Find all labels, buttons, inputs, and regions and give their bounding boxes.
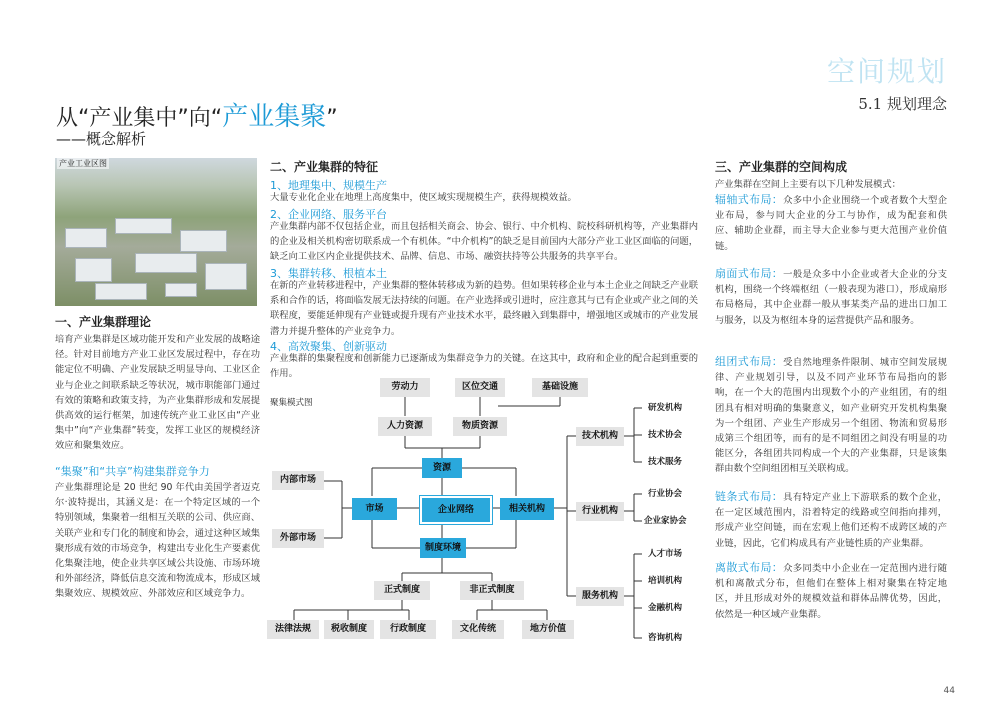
node-culture: 文化传统	[452, 620, 504, 639]
node-resource: 资源	[422, 458, 462, 478]
feature1-text: 大量专业化企业在地理上高度集中，使区域实现规模生产，获得规模效益。	[270, 192, 577, 203]
title-suffix: ”	[326, 106, 338, 131]
service-item: 人才市场	[648, 549, 683, 559]
section-title: 5.1 规划理念	[858, 95, 947, 113]
node-outer-market: 外部市场	[272, 529, 324, 548]
service-item: 金融机构	[648, 603, 683, 613]
mode-text: 众多同类中小企业在一定范围内进行随机和离散式分布，但他们在整体上相对聚集在特定地区，并且形成对外的规模效益和群体品牌优势，因此，依然是一种区域产业集群。	[715, 563, 947, 620]
service-item: 培训机构	[648, 576, 683, 586]
industrial-park-photo	[55, 158, 257, 306]
col1-para2: 产业集群理论是 20 世纪 90 年代由美国学者迈克尔·波特提出，其涵义是：在一个特定区域的一个特别领域，集聚着一组相互关联的公司、供应商、关联产业和专门化的制度和协会，通过这种区域集聚形成有效的市场竞争，构建出专业化生产要素优化集聚洼地，使企业共享区域公共设施、市场环境和外部经济，降低信息交流和物流成本，形成区域集聚效应、规模效应、外部效应和区域竞争力。	[55, 482, 260, 600]
node-market: 市场	[352, 498, 397, 520]
chapter-title: 空间规划	[826, 55, 947, 88]
col2-heading: 二、产业集群的特征	[270, 160, 379, 174]
mode-scattered	[715, 560, 947, 622]
mode-text: 众多中小企业围绕一个或者数个大型企业布局，参与同大企业的分工与协作，成为配套和供应、辅助企业群，而主导大企业参与更大范围产业价值链。	[715, 195, 947, 252]
col1-heading: 一、产业集群理论	[55, 315, 152, 329]
industry-item: 企业家协会	[644, 516, 687, 526]
col3-heading: 三、产业集群的空间构成	[715, 160, 848, 174]
mode-term: 离散式布局：	[715, 561, 784, 574]
page-subtitle: ——概念解析	[56, 130, 147, 148]
node-local-value: 地方价值	[522, 620, 574, 639]
node-law: 法律法规	[267, 620, 319, 639]
feature3-text: 在新的产业转移进程中，产业集群的整体转移成为新的趋势。但如果转移企业与本土企业之间缺乏产业联系和合作的话，将面临发展无法持续的问题。在产业选择或引进时，应注意其与已有企业或产业之间的关联程度，要能延伸现有产业链或提升现有产业技术水平，最终融入到集群中，增强地区或城市的产业发展潜力并提升整体的产业竞争力。	[270, 280, 698, 337]
tech-item: 研发机构	[648, 403, 683, 413]
feature2-title: 2、企业网络、服务平台	[270, 208, 387, 221]
diagram-label: 聚集模式图	[270, 398, 313, 408]
mode-text: 一般是众多中小企业或者大企业的分支机构，围绕一个终端枢纽（一般表现为港口），形成扇形布局格局，其中企业群一般从事某类产品的进出口加工与服务，以及为枢纽本身的运营提供产品和服务。	[715, 269, 947, 326]
feature4-text: 产业集群的集聚程度和创新能力已逐渐成为集群竞争力的关键。在这其中，政府和企业的配合起到重要的作用。	[270, 353, 698, 380]
node-inner-market: 内部市场	[272, 471, 324, 490]
node-infrastructure: 基础设施	[532, 378, 588, 397]
node-informal-institution: 非正式制度	[460, 581, 524, 600]
node-admin: 行政制度	[380, 620, 436, 639]
node-material-resource: 物质资源	[453, 417, 507, 436]
mode-term: 组团式布局：	[715, 355, 784, 368]
feature1-title: 1、地理集中、规模生产	[270, 179, 387, 192]
node-institutional-env: 制度环境	[420, 538, 466, 558]
mode-group	[715, 354, 947, 477]
node-tax: 税收制度	[324, 620, 374, 639]
industry-item: 行业协会	[648, 489, 683, 499]
node-industry-institution: 行业机构	[576, 502, 624, 521]
service-item: 咨询机构	[648, 633, 683, 643]
mode-term: 链条式布局：	[715, 490, 784, 503]
node-tech-institution: 技术机构	[576, 427, 624, 446]
col1-subheading: “集聚”和“共享”构建集群竞争力	[55, 465, 210, 478]
page-number: 44	[943, 686, 955, 696]
mode-text: 受自然地理条件限制、城市空间发展规律、产业规划引导，以及不同产业环节布局指向的影响，在一个大的范围内出现数个小的产业组团，有的组团具有相对明确的集聚意义，如产业研究开发机构集聚为一个组团、产业生产形成另一个组团、物流和贸易形成第三个组团等，而有的是不同组团之间没有明显的功能区分，各组团共同构成一个大的产业集群，只是该集群由数个空间组团相互关联构成。	[715, 357, 947, 475]
feature4-title: 4、高效聚集、创新驱动	[270, 340, 387, 353]
feature3-title: 3、集群转移、根植本土	[270, 267, 387, 280]
mode-term: 辐轴式布局：	[715, 193, 784, 206]
node-labor: 劳动力	[380, 378, 430, 397]
node-related-institutions: 相关机构	[500, 498, 554, 520]
mode-chain	[715, 489, 947, 551]
node-formal-institution: 正式制度	[374, 581, 430, 600]
col3-intro: 产业集群在空间上主要有以下几种发展模式：	[715, 179, 901, 190]
title-prefix: 从“产业集中”向“	[56, 106, 223, 131]
mode-term: 扇面式布局：	[715, 267, 784, 280]
cluster-mode-diagram	[262, 378, 702, 646]
tech-item: 技术协会	[648, 430, 683, 440]
title-highlight: 产业集聚	[222, 102, 327, 132]
node-human-resource: 人力资源	[378, 417, 432, 436]
node-service-institution: 服务机构	[576, 587, 624, 606]
mode-hub-axis	[715, 192, 947, 254]
mode-text: 具有特定产业上下游联系的数个企业，在一定区域范围内，沿着特定的线路或空间指向排列，形成产业空间链，而在宏观上他们还构不成跨区域的产业链，因此，它们构成具有产业链性质的产业集群。	[715, 492, 947, 549]
feature2-text: 产业集群内部不仅包括企业，而且包括相关商会、协会、银行、中介机构、院校科研机构等，产业集群内的企业及相关机构密切联系成一个有机体。“中介机构”的缺乏是目前国内大部分产业工业区面临的问题，缺乏向工业区内企业提供技术、品牌、信息、市场、融资扶持等公共服务的共享平台。	[270, 221, 698, 263]
tech-item: 技术服务	[648, 457, 683, 467]
col1-para1: 培育产业集群是区域功能开发和产业发展的战略途径。针对目前地方产业工业区发展过程中，存在功能定位不明确、产业发展缺乏明显导向、工业区企业与企业之间联系缺乏等状况，城市职能部门通过有效的策略和政策支持，为产业集群形成和发展提供高效的运行框架，加速传统产业工业区由“产业集中”向“产业集群”转变，发挥工业区的规模经济效应和聚集效应。	[55, 334, 260, 452]
photo-label: 产业工业区图	[59, 159, 107, 168]
mode-fan	[715, 266, 947, 328]
node-location: 区位交通	[455, 378, 505, 397]
node-enterprise-network: 企业网络	[420, 496, 492, 524]
